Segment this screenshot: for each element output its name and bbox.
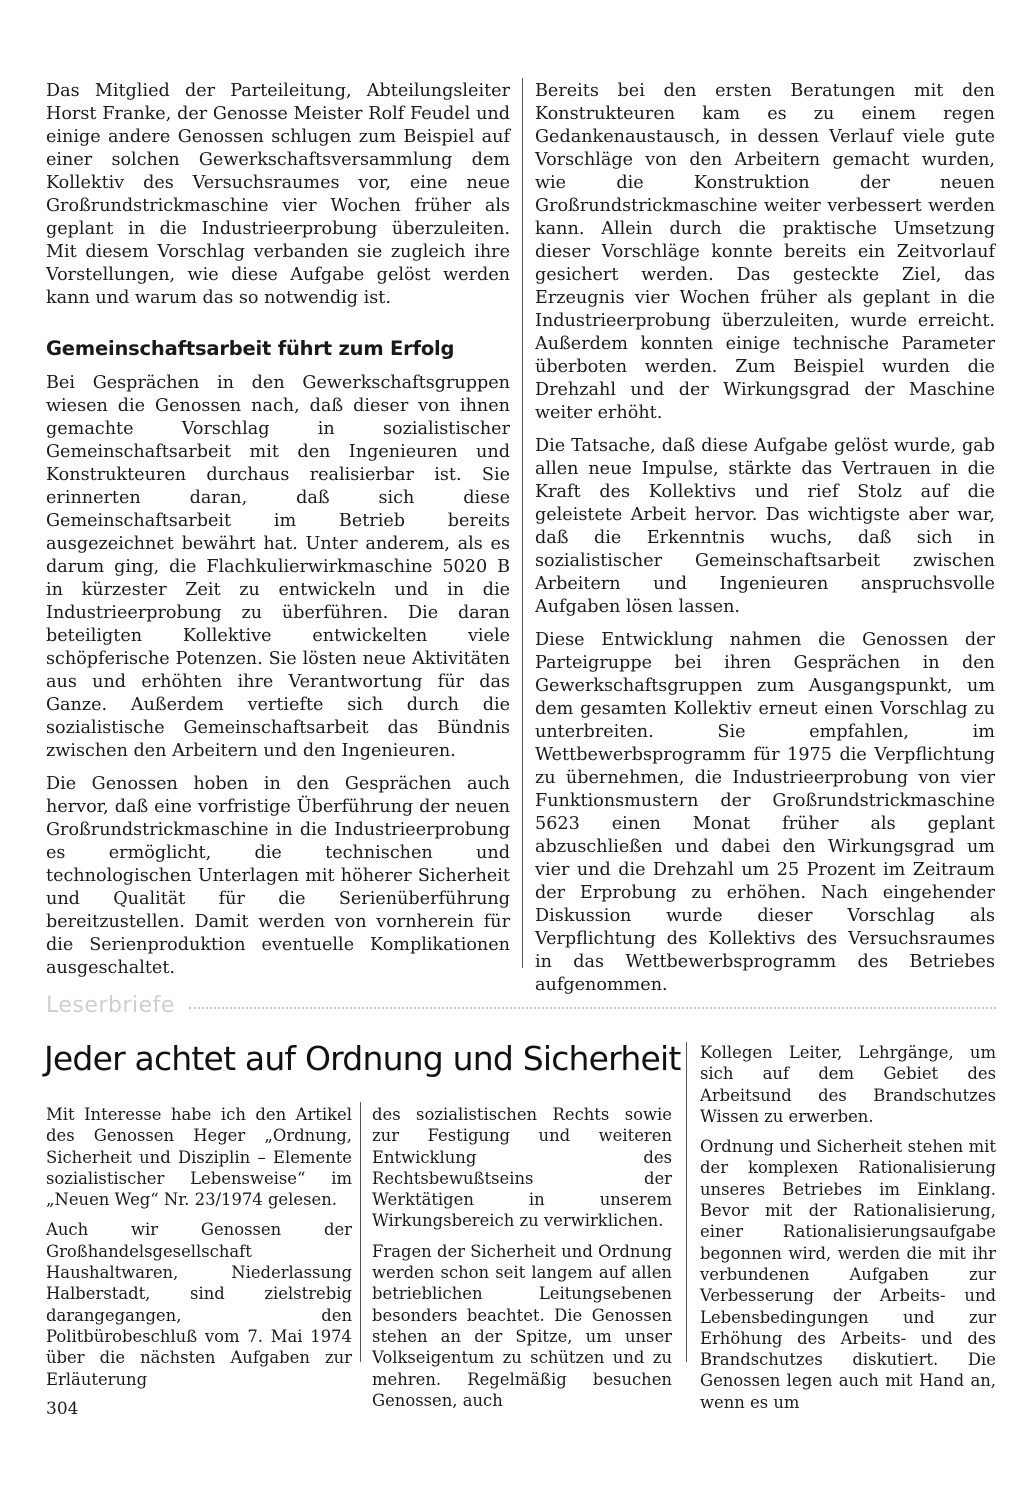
article-paragraph: Die Genossen hoben in den Gesprächen auch hervor, daß eine vorfristige Überführung der neuen Großrundstrickmaschine in die Industrieerprobung es ermöglicht, die technischen und technologischen Unterlagen mit höherer Sicherheit und Qualität für die Serienüberführung bereitzustellen. Damit werden von vornherein für die Serienproduktion eventuelle Komplikationen ausgeschaltet. — [46, 774, 510, 978]
page-number: 304 — [46, 1399, 79, 1419]
section-subheading: Gemeinschaftsarbeit führt zum Erfolg — [46, 337, 455, 360]
column-divider-top — [522, 78, 523, 968]
rubric-bar — [46, 990, 996, 1020]
article-paragraph: Bereits bei den ersten Beratungen mit den Konstrukteuren kam es zu einem regen Gedankenaustausch, in dessen Verlauf viele gute Vorschläge von den Arbeitern gemacht wurden, wie die Konstruktion der neuen Großrundstrickmaschine weiter verbessert werden kann. Allein durch die praktische Umsetzung dieser Vorschläge konnte bereits ein Zeitvorlauf gesichert werden. Das gesteckte Ziel, das Erzeugnis vier Wochen früher als geplant in die Industrieerprobung überzuleiten, wurde erreicht. Außerdem konnten einige technische Parameter überboten werden. Zum Beispiel wurden die Drehzahl und der Wirkungsgrad der Maschine weiter erhöht. — [535, 81, 995, 423]
article-paragraph: Bei Gesprächen in den Gewerkschaftsgruppen wiesen die Genossen nach, daß dieser von ihnen gemachte Vorschlag in sozialistischer Gemeinschaftsarbeit mit den Ingenieuren und Konstrukteuren durchaus realisierbar ist. Sie erinnerten daran, daß sich diese Gemeinschaftsarbeit im Betrieb bereits ausgezeichnet bewährt hat. Unter anderem, als es darum ging, die Flachkulierwirkmaschine 5020 B in kürzester Zeit zu entwickeln und in die Industrieerprobung zu überführen. Die daran beteiligten Kollektive entwickelten viele schöpferische Potenzen. Sie lösten neue Aktivitäten aus und erhöhten ihre Verantwortung für das Ganze. Außerdem vertiefte sich durch die sozialistische Gemeinschaftsarbeit das Bündnis zwischen den Arbeitern und den Ingenieuren. — [46, 373, 510, 761]
letter-paragraph: Fragen der Sicherheit und Ordnung werden schon seit langem auf allen betrieblichen Leitungsebenen besonders beachtet. Die Genossen stehen an der Spitze, um unser Volkseigentum zu schützen und zu mehren. Regelmäßig besuchen Genossen, auch — [372, 1241, 672, 1410]
top-right-column — [535, 80, 995, 1007]
letter-paragraph: des sozialistischen Rechts sowie zur Festigung und weiteren Entwicklung des Rechtsbewußtseins der Werktätigen in unserem Wirkungsbereich zu verwirklichen. — [372, 1105, 672, 1231]
letter-paragraph: Ordnung und Sicherheit stehen mit der komplexen Rationalisierung unseres Betriebes im Einklang. Bevor mit der Rationalisierung, einer Rationalisierungsaufgabe begonnen wird, werden die mit ihr verbundenen Aufgaben zur Verbesserung der Arbeits- und Lebensbedingungen und zur Erhöhung des Arbeits- und des Brandschutzes diskutiert. Die Genossen legen auch mit Hand an, wenn es um — [700, 1137, 996, 1412]
letter-paragraph: Auch wir Genossen der Großhandelsgesellschaft Haushaltwaren, Niederlassung Halberstadt, sind zielstrebig darangegangen, den Politbürobeschluß vom 7. Mai 1974 über die nächsten Aufgaben zur Erläuterung — [46, 1220, 352, 1389]
letter-column-1 — [46, 1104, 352, 1399]
letter-column-2 — [372, 1104, 672, 1420]
top-left-column — [46, 80, 510, 990]
column-divider-bottom-2 — [686, 1042, 687, 1362]
rubric-label: Leserbriefe — [46, 992, 175, 1018]
letter-paragraph: Mit Interesse habe ich den Artikel des Genossen Heger „Ordnung, Sicherheit und Disziplin – Elemente sozialistischer Lebensweise“ im „Neuen Weg“ Nr. 23/1974 gelesen. — [46, 1105, 352, 1210]
article-paragraph: Diese Entwicklung nahmen die Genossen der Parteigruppe bei ihren Gesprächen in den Gewerkschaftsgruppen zum Ausgangspunkt, um dem gesamten Kollektiv erneut einen Vorschlag zu unterbreiten. Sie empfahlen, im Wettbewerbsprogramm für 1975 die Verpflichtung zu übernehmen, die Industrieerprobung von vier Funktionsmustern der Großrundstrickmaschine 5623 einen Monat früher als geplant abzuschließen und dabei den Wirkungsgrad um vier und die Drehzahl um 25 Prozent im Zeitraum der Erprobung zu erhöhen. Nach eingehender Diskussion wurde dieser Vorschlag als Verpflichtung des Kollektivs des Versuchsraumes in das Wettbewerbsprogramm des Betriebes aufgenommen. — [535, 630, 995, 995]
article-paragraph: Die Tatsache, daß diese Aufgabe gelöst wurde, gab allen neue Impulse, stärkte das Vertrauen in die Kraft des Kollektivs und rief Stolz auf die geleistete Arbeit hervor. Das wichtigste aber war, daß die Erkenntnis wuchs, daß sich in sozialistischer Gemeinschaftsarbeit zwischen Arbeitern und Ingenieuren anspruchsvolle Aufgaben lösen lassen. — [535, 436, 995, 617]
letter-column-3 — [700, 1042, 996, 1422]
article-paragraph: Das Mitglied der Parteileitung, Abteilungsleiter Horst Franke, der Genosse Meister Rolf Feudel und einige andere Genossen schlugen zum Beispiel auf einer solchen Gewerkschaftsversammlung dem Kollektiv des Versuchsraumes vor, eine neue Großrundstrickmaschine vier Wochen früher als geplant in die Industrieerprobung überzuleiten. Mit diesem Vorschlag verbanden sie zugleich ihre Vorstellungen, wie diese Aufgabe gelöst werden kann und warum das so notwendig ist. — [46, 81, 510, 308]
column-divider-bottom-1 — [360, 1102, 361, 1362]
letter-paragraph: Kollegen Leiter, Lehrgänge, um sich auf dem Gebiet des Arbeitsund des Brandschutzes Wissen zu erwerben. — [700, 1043, 996, 1126]
rubric-dotted-rule — [189, 1007, 996, 1009]
letter-headline: Jeder achtet auf Ordnung und Sicherheit — [44, 1039, 681, 1078]
